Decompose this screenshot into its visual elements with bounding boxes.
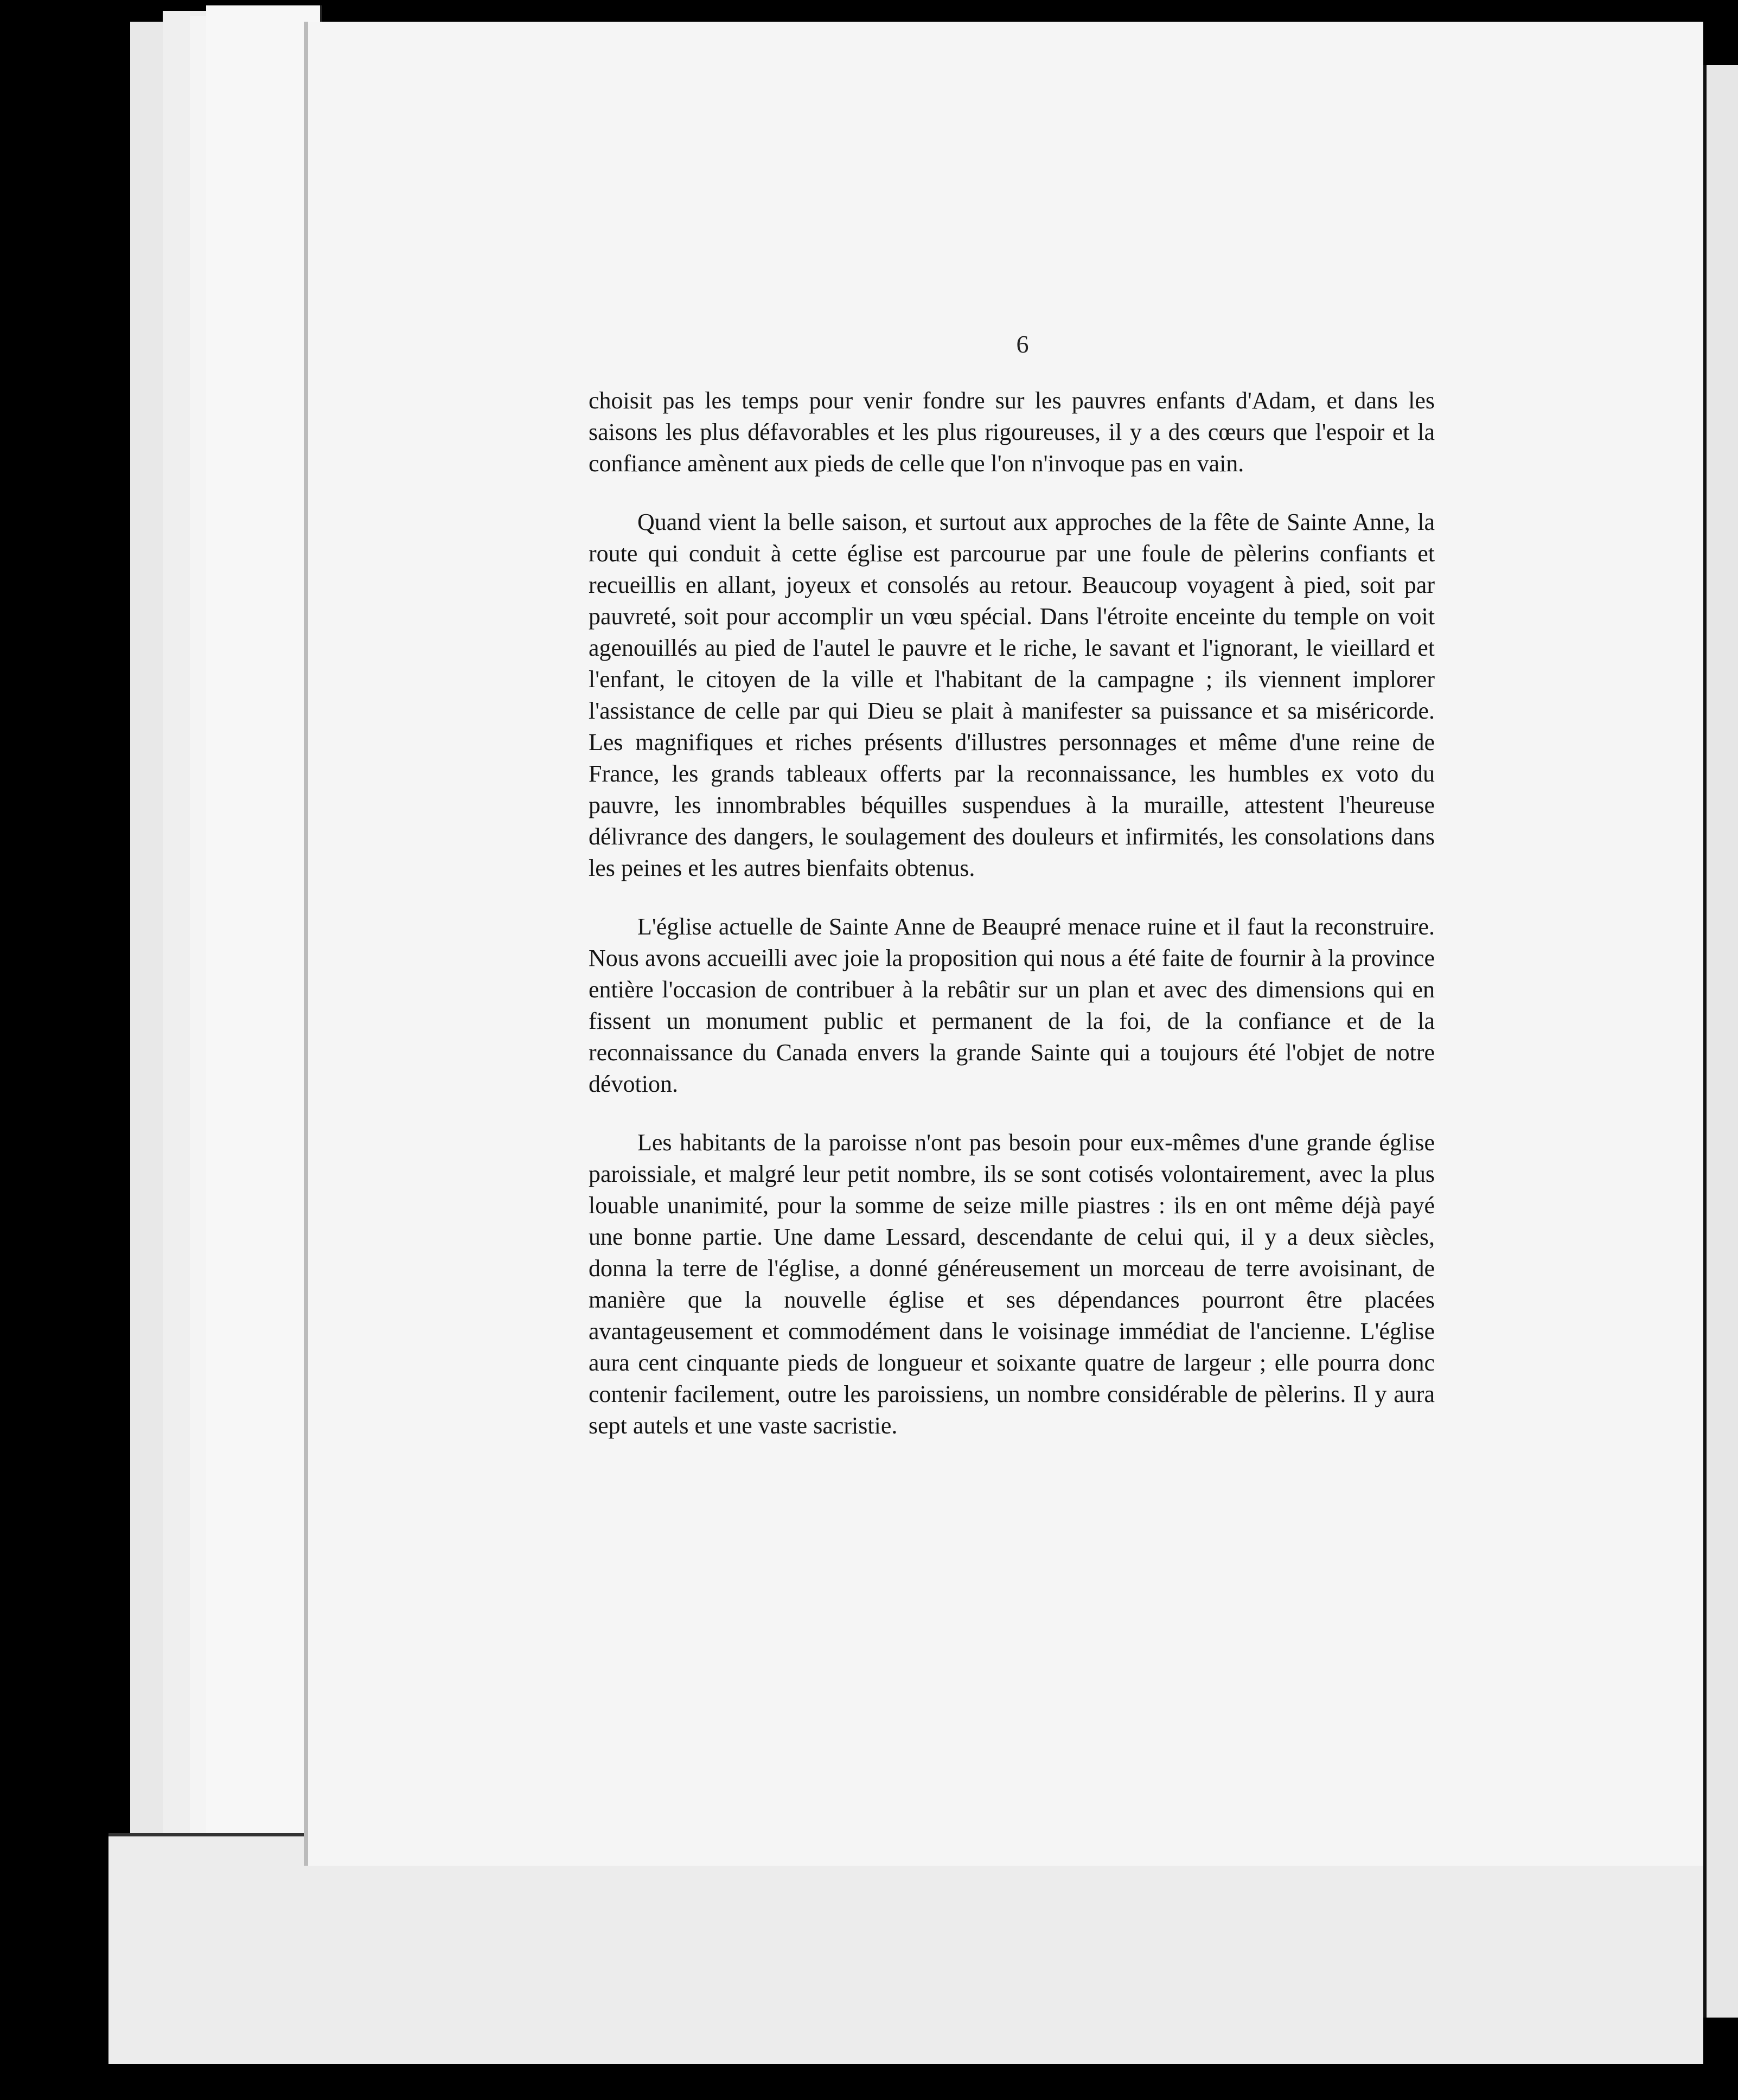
paragraph-4: Les habitants de la paroisse n'ont pas besoin pour eux-mêmes d'une grande église paroissiale, et malgré leur petit nombre, ils se sont cotisés volontairement, avec la plus louable unanimité, pour la somme de seize mille piastres : ils en ont même déjà payé une bonne partie. Une dame Lessard, descendante de celui qui, il y a deux siècles, donna la terre de l'église, a donné généreusement un morceau de terre avoisinant, de manière que la nouvelle église et ses dépendances pourront être placées avantageusement et commodément dans le voisinage immédiat de l'ancienne. L'église aura cent cinquante pieds de longueur et soixante quatre de largeur ; elle pourra donc contenir facilement, outre les paroissiens, un nombre considérable de pèlerins. Il y aura sept autels et une vaste sacristie. xyxy=(589,1129,1435,1439)
body-text xyxy=(589,331,1435,1611)
paragraph-1: choisit pas les temps pour venir fondre sur les pauvres enfants d'Adam, et dans les saisons les plus défavorables et les plus rigoureuses, il y a des cœurs que l'espoir et la confiance amènent aux pieds de celle que l'on n'invoque pas en vain. xyxy=(589,387,1435,477)
underlying-sheet xyxy=(108,1833,1703,2064)
paragraph-2: Quand vient la belle saison, et surtout aux approches de la fête de Sainte Anne, la route qui conduit à cette église est parcourue par une foule de pèlerins confiants et recueillis en allant, joyeux et consolés au retour. Beaucoup voyagent à pied, soit par pauvreté, soit pour accomplir un vœu spécial. Dans l'étroite enceinte du temple on voit agenouillés au pied de l'autel le pauvre et le riche, le savant et l'ignorant, le vieillard et l'enfant, le citoyen de la ville et l'habitant de la campagne ; ils viennent implorer l'assistance de celle par qui Dieu se plait à manifester sa puissance et sa miséricorde. Les magnifiques et riches présents d'illustres personnages et même d'une reine de France, les grands tableaux offerts par la reconnaissance, les humbles ex voto du pauvre, les innombrables béquilles suspendues à la muraille, attestent l'heureuse délivrance des dangers, le soulagement des douleurs et infirmités, les consolations dans les peines et les autres bienfaits obtenus. xyxy=(589,509,1435,881)
page-number: 6 xyxy=(1016,330,1029,358)
paragraph-3: L'église actuelle de Sainte Anne de Beaupré menace ruine et il faut la reconstruire. Nous avons accueilli avec joie la proposition qui nous a été faite de fournir à la province entière l'occasion de contribuer à la rebâtir sur un plan et avec des dimensions qui en fissent un monument public et permanent de la foi, de la confiance et de la reconnaissance du Canada envers la grande Sainte qui a toujours été l'objet de notre dévotion. xyxy=(589,913,1435,1097)
facing-page-edge xyxy=(1703,65,1738,2018)
